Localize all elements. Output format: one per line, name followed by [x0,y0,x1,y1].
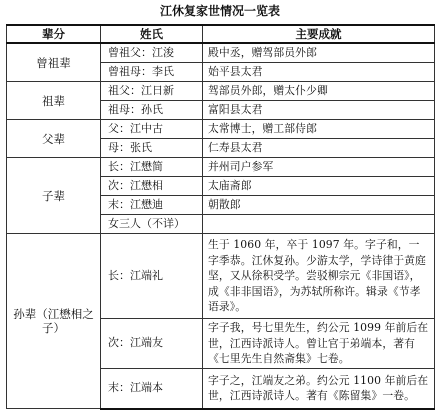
generation-cell: 祖辈 [7,82,101,120]
achievement-cell: 太常博士，赠工部侍郎 [203,120,435,139]
table-row [7,234,435,319]
generation-cell: 曾祖辈 [7,43,101,82]
name-cell: 女三人（不详） [101,215,203,234]
name-cell: 曾祖母：李氏 [101,63,203,82]
name-cell: 次：江端友 [101,319,203,369]
table-row [7,120,435,139]
family-table [6,24,435,410]
header-name: 姓氏 [101,25,203,43]
table-row [7,82,435,101]
achievement-cell: 富阳县太君 [203,101,435,120]
table-row [7,43,435,63]
header-achievement: 主要成就 [203,25,435,43]
achievement-cell [203,215,435,234]
name-cell: 母：张氏 [101,139,203,158]
achievement-cell: 朝散郎 [203,196,435,215]
header-row [7,25,435,43]
name-cell: 曾祖父：江浚 [101,43,203,63]
name-cell: 末：江懋迪 [101,196,203,215]
generation-cell: 孙辈（江懋相之子） [7,234,101,409]
achievement-cell: 始平县太君 [203,63,435,82]
name-cell: 长：江端礼 [101,234,203,319]
name-cell: 父：江中古 [101,120,203,139]
achievement-cell: 驾部员外郎，赠太仆少卿 [203,82,435,101]
name-cell: 末：江端本 [101,368,203,409]
achievement-cell: 生于 1060 年，卒于 1097 年。字子和，一字季恭。江休复孙。少游太学，学诗律于黄庭坚，又从徐积受学。尝驳柳宗元《非国语》，成《非非国语》，为苏轼所称许。辑录《节孝语录》。 [203,234,435,319]
generation-cell: 子辈 [7,158,101,234]
name-cell: 次：江懋相 [101,177,203,196]
achievement-cell: 殿中丞，赠驾部员外郎 [203,43,435,63]
generation-cell: 父辈 [7,120,101,158]
achievement-cell: 仁寿县太君 [203,139,435,158]
name-cell: 祖父：江日新 [101,82,203,101]
achievement-cell: 字子之，江端友之弟。约公元 1100 年前后在世，江西诗派诗人。著有《陈留集》一卷。 [203,368,435,409]
achievement-cell: 并州司户参军 [203,158,435,177]
name-cell: 祖母：孙氏 [101,101,203,120]
achievement-cell: 字子我，号七里先生，约公元 1099 年前后在世，江西诗派诗人。曾让官于弟端本，著有《七里先生自然斋集》七卷。 [203,319,435,369]
table-row [7,158,435,177]
name-cell: 长：江懋简 [101,158,203,177]
header-generation: 辈分 [7,25,101,43]
achievement-cell: 太庙斋郎 [203,177,435,196]
table-title: 江休复家世情况一览表 [159,4,280,18]
